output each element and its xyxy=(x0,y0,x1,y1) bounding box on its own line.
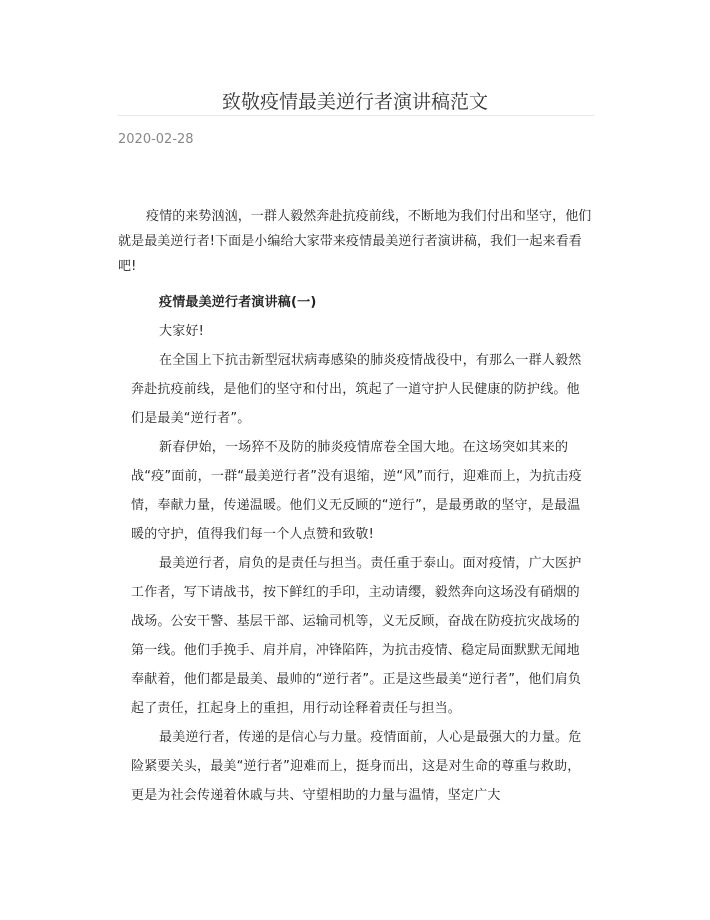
article-date: 2020-02-28 xyxy=(118,132,194,147)
section-heading: 疫情最美逆行者演讲稿(一) xyxy=(159,295,317,310)
body-paragraph: 最美逆行者，传递的是信心与力量。疫情面前，人心是最强大的力量。危险紧要关头，最美“逆行者”迎难而上，挺身而出，这是对生命的尊重与救助，更是为社会传递着休戚与共、守望相助的力量与温情，坚定广大 xyxy=(131,730,582,803)
body-paragraph: 最美逆行者，肩负的是责任与担当。责任重于泰山。面对疫情，广大医护工作者，写下请战书，按下鲜红的手印，主动请缨，毅然奔向这场没有硝烟的战场。公安干警、基层干部、运输司机等，义无反顾，奋战在防疫抗灾战场的第一线。他们手挽手、肩并肩，冲锋陷阵，为抗击疫情、稳定局面默默无闻地奉献着，他们都是最美、最帅的“逆行者”。正是这些最美“逆行者”，他们肩负起了责任，扛起身上的重担，用行动诠释着责任与担当。 xyxy=(131,556,582,716)
body-paragraph: 在全国上下抗击新型冠状病毒感染的肺炎疫情战役中，有那么一群人毅然奔赴抗疫前线，是他们的坚守和付出，筑起了一道守护人民健康的防护线。他们是最美“逆行者”。 xyxy=(131,353,582,426)
speech-body xyxy=(131,288,583,810)
title-divider xyxy=(118,115,594,116)
body-paragraph: 新春伊始，一场猝不及防的肺炎疫情席卷全国大地。在这场突如其来的战“疫”面前，一群“最美逆行者”没有退缩，逆“风”而行，迎难而上，为抗击疫情，奉献力量，传递温暖。他们义无反顾的“逆行”，是最勇敢的坚守，是最温暖的守护，值得我们每一个人点赞和致敬! xyxy=(131,440,582,542)
greeting: 大家好! xyxy=(159,324,205,339)
intro-paragraph: 疫情的来势汹汹，一群人毅然奔赴抗疫前线，不断地为我们付出和坚守，他们就是最美逆行者!下面是小编给大家带来疫情最美逆行者演讲稿，我们一起来看看吧! xyxy=(118,209,592,274)
article-title: 致敬疫情最美逆行者演讲稿范文 xyxy=(221,91,488,113)
